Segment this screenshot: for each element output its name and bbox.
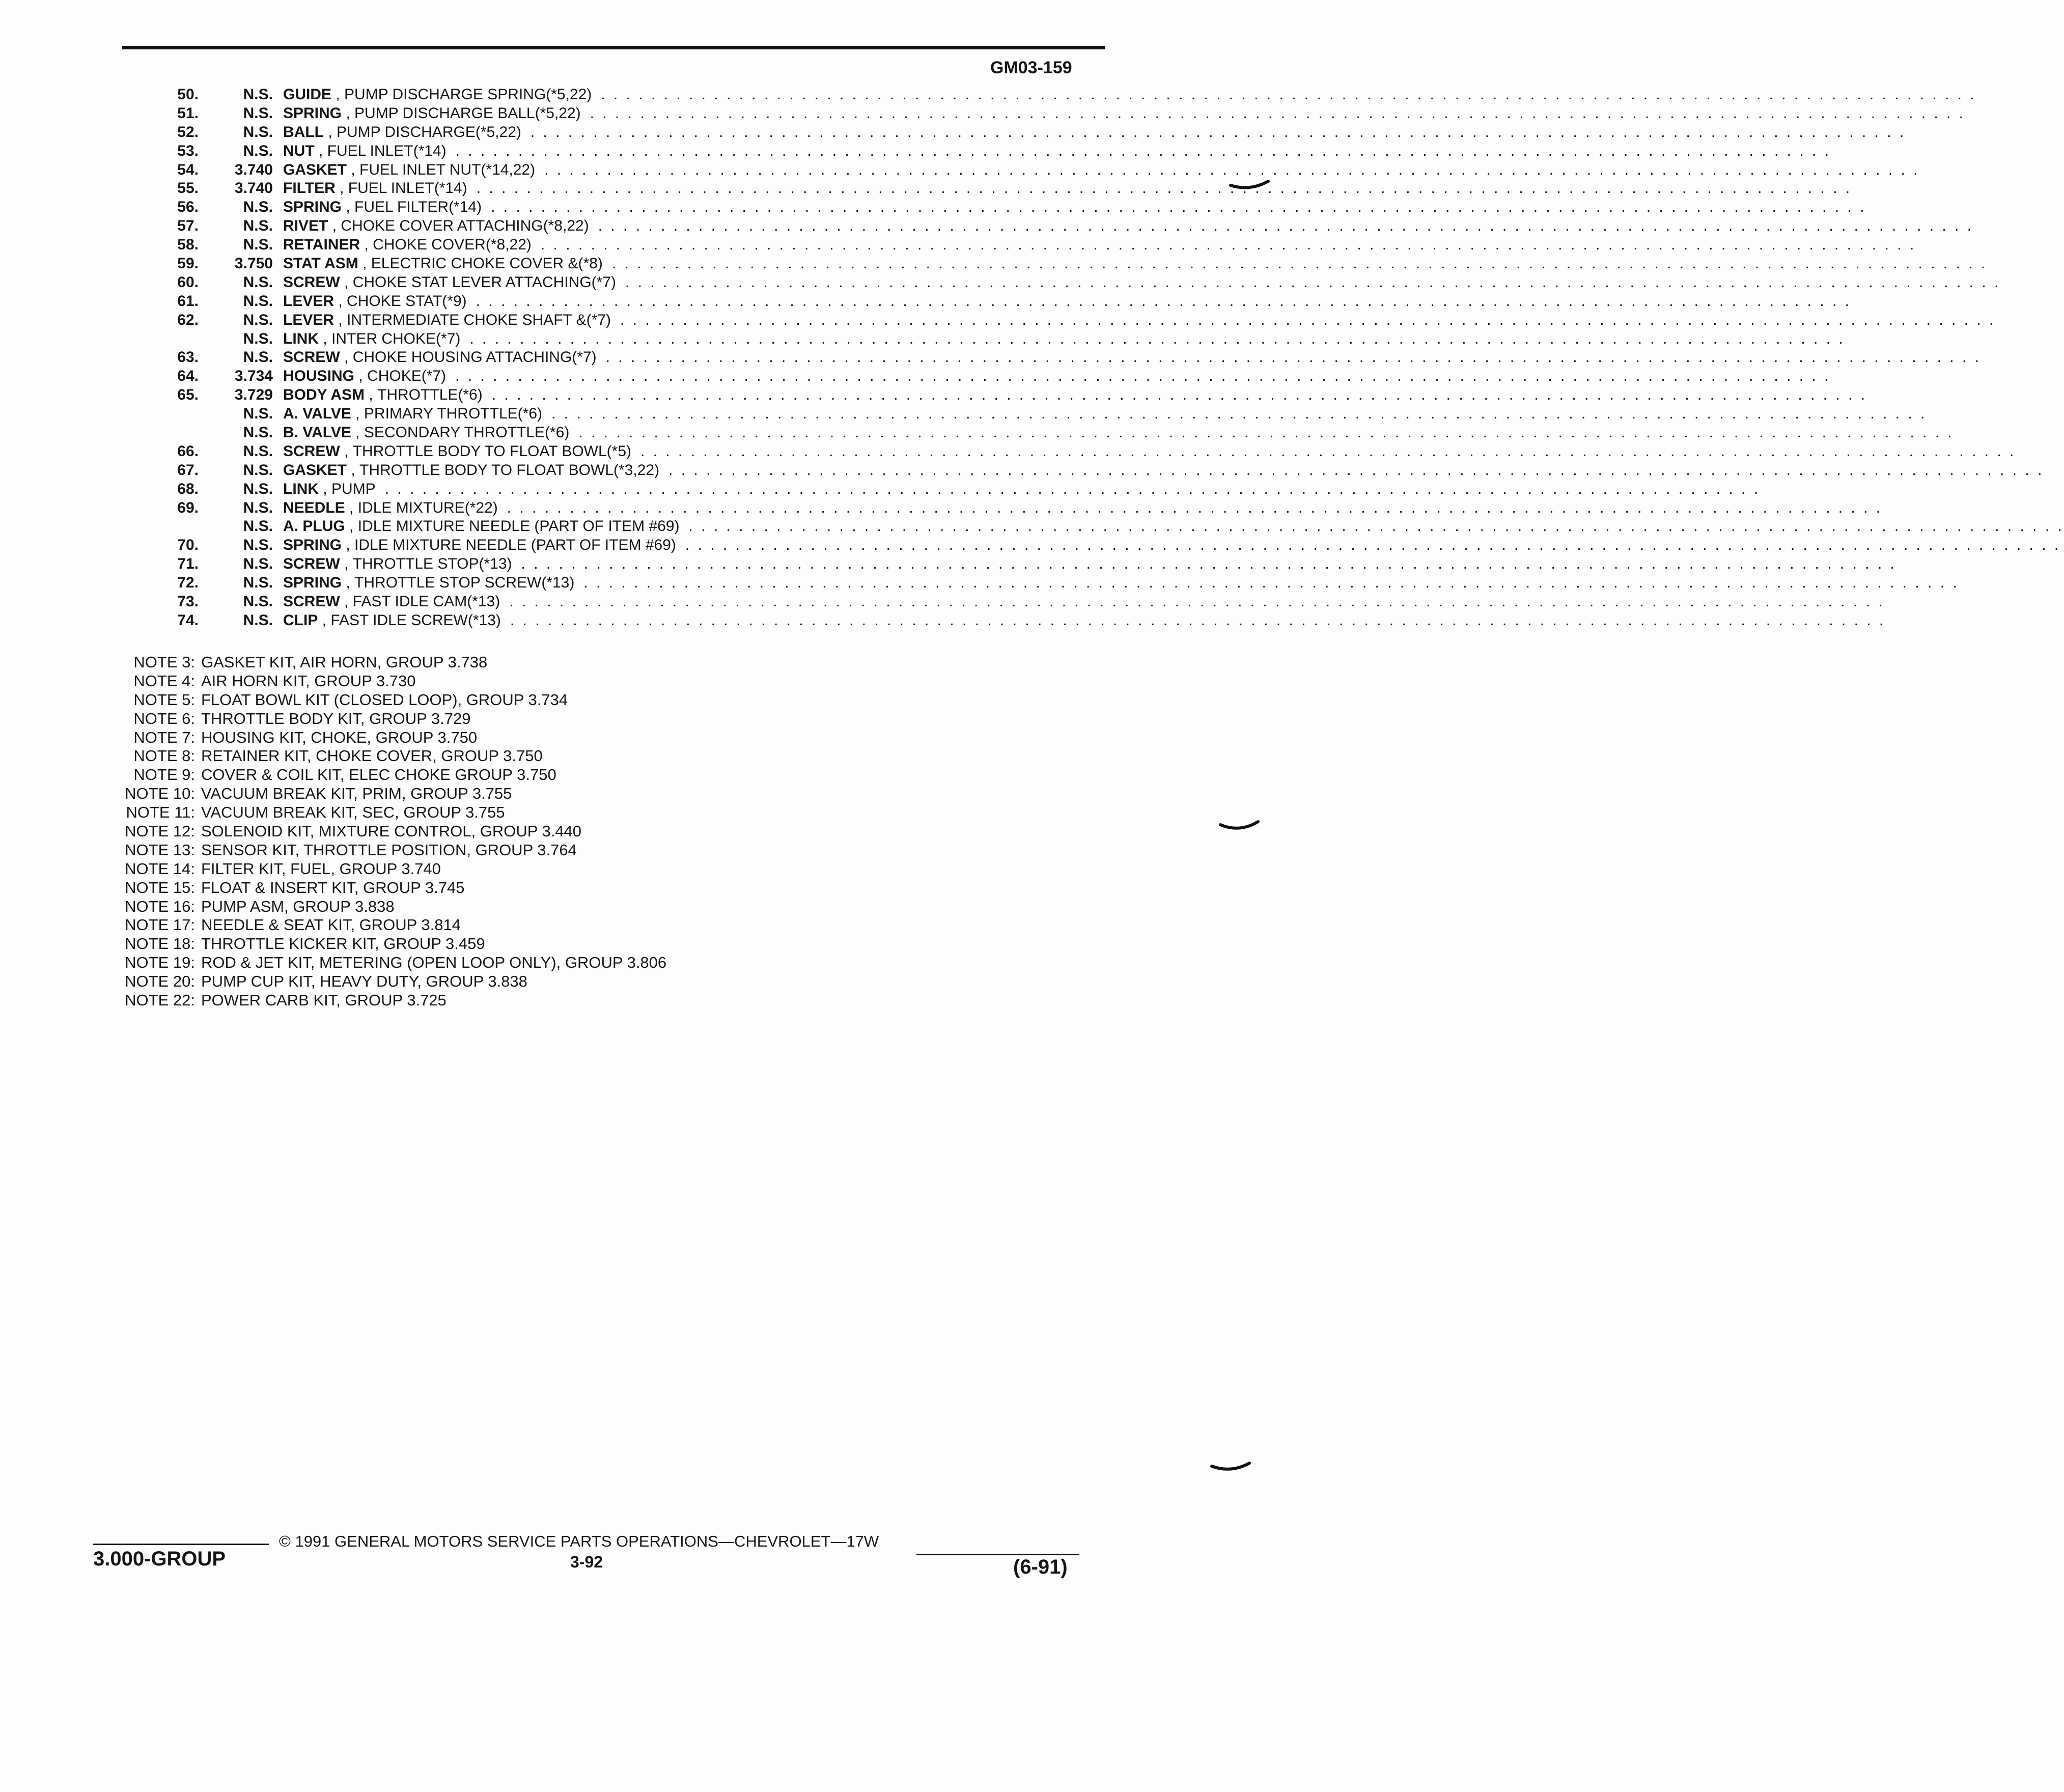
part-name: NEEDLE [283, 499, 345, 516]
note-label: NOTE 17: [125, 916, 195, 934]
part-description [283, 86, 1976, 104]
part-description [283, 574, 1959, 593]
part-separator: , [347, 161, 360, 178]
part-number: 74. [177, 611, 199, 629]
dot-leader: . . . . . . . . . . . . . . . . . . . . . . . . . . . . . . . . . . . . . . . . . . . . . . . . . . . . . . . . . . . . . . . . . . . . . . . . . . . . . . . . . . . . . . . . . . . . . . . . . . . . . . . . . . . . . . [469, 330, 1845, 347]
note-row [101, 785, 666, 803]
part-number: 53. [177, 142, 199, 159]
part-detail: CHOKE STAT(*9) [347, 292, 467, 310]
part-separator: , [340, 349, 353, 366]
part-description [283, 198, 1866, 217]
part-number: 60. [177, 273, 199, 291]
part-number: 51. [177, 104, 199, 122]
part-group: N.S. [243, 537, 273, 554]
part-separator: , [334, 311, 347, 328]
note-label: NOTE 18: [125, 935, 195, 953]
part-row [0, 86, 1976, 104]
part-group: N.S. [243, 424, 273, 441]
part-number: 62. [177, 311, 199, 328]
note-text: GASKET KIT, AIR HORN, GROUP 3.738 [201, 653, 488, 671]
part-row [0, 424, 1954, 442]
part-group: N.S. [243, 330, 273, 347]
part-detail: CHOKE HOUSING ATTACHING(*7) [352, 349, 597, 366]
part-name: A. PLUG [283, 518, 345, 535]
part-separator: , [331, 86, 345, 103]
part-number: 56. [177, 199, 199, 216]
note-label: NOTE 6: [133, 709, 195, 727]
part-detail: SECONDARY THROTTLE(*6) [364, 424, 570, 441]
part-detail: IDLE MIXTURE NEEDLE (PART OF ITEM #69) [354, 537, 676, 554]
note-label: NOTE 5: [133, 690, 195, 709]
parts-list [0, 86, 2064, 630]
dot-leader: . . . . . . . . . . . . . . . . . . . . . . . . . . . . . . . . . . . . . . . . . . . . . . . . . . . . . . . . . . . . . . . . . . . . . . . . . . . . . . . . . . . . . . . . . . . . . . . . . . . . . . . . . . . . . . [507, 499, 1883, 516]
part-row [0, 555, 1896, 574]
note-label: NOTE 10: [125, 785, 195, 803]
part-name: SCREW [283, 593, 340, 610]
part-group: N.S. [243, 273, 273, 291]
part-name: SPRING [283, 537, 342, 554]
dot-leader: . . . . . . . . . . . . . . . . . . . . . . . . . . . . . . . . . . . . . . . . . . . . . . . . . . . . . . . . . . . . . . . . . . . . . . . . . . . . . . . . . . . . . . . . . . . . . . . . . . . . . . . . . . . . . . [620, 311, 1996, 328]
part-row [0, 255, 1988, 273]
part-group: N.S. [243, 461, 273, 479]
part-row [0, 611, 1886, 630]
part-row [0, 348, 1981, 367]
note-label: NOTE 13: [125, 841, 195, 859]
top-rule [122, 46, 1105, 49]
note-row [101, 860, 666, 879]
part-name: SPRING [283, 574, 342, 592]
part-row [0, 536, 2061, 555]
part-description [283, 499, 1883, 518]
part-name: CLIP [283, 611, 318, 629]
note-row [101, 710, 666, 729]
part-detail: FUEL INLET(*14) [327, 142, 447, 159]
part-detail: THROTTLE BODY TO FLOAT BOWL(*5) [352, 442, 632, 460]
part-group: N.S. [243, 611, 273, 629]
note-label: NOTE 19: [125, 954, 195, 972]
part-row [0, 161, 1920, 180]
part-number: 59. [177, 255, 199, 272]
note-text: FLOAT BOWL KIT (CLOSED LOOP), GROUP 3.734 [201, 690, 568, 709]
part-group: N.S. [243, 236, 273, 254]
dot-leader: . . . . . . . . . . . . . . . . . . . . . . . . . . . . . . . . . . . . . . . . . . . . . . . . . . . . . . . . . . . . . . . . . . . . . . . . . . . . . . . . . . . . . . . . . . . . . . . . . . . . . . . . . . . . . . [509, 593, 1885, 610]
part-description [283, 123, 1906, 142]
dot-leader: . . . . . . . . . . . . . . . . . . . . . . . . . . . . . . . . . . . . . . . . . . . . . . . . . . . . . . . . . . . . . . . . . . . . . . . . . . . . . . . . . . . . . . . . . . . . . . . . . . . . . . . . . . . . . . [668, 461, 2044, 479]
part-number: 54. [177, 161, 199, 178]
page-number: 3-92 [570, 1553, 603, 1571]
part-detail: INTERMEDIATE CHOKE SHAFT &(*7) [347, 311, 611, 328]
part-separator: , [340, 593, 353, 610]
binding-mark-icon [1230, 179, 1270, 194]
part-number: 71. [177, 555, 199, 573]
dot-leader: . . . . . . . . . . . . . . . . . . . . . . . . . . . . . . . . . . . . . . . . . . . . . . . . . . . . . . . . . . . . . . . . . . . . . . . . . . . . . . . . . . . . . . . . . . . . . . . . . . . . . . . . . . . . . . [583, 574, 1959, 592]
part-description [283, 386, 1867, 405]
part-description [283, 555, 1896, 574]
note-label: NOTE 7: [133, 728, 195, 746]
note-label: NOTE 12: [125, 822, 195, 841]
part-separator: , [335, 180, 348, 197]
part-separator: , [360, 236, 373, 254]
part-number: 63. [177, 349, 199, 366]
part-separator: , [328, 217, 341, 235]
note-text: RETAINER KIT, CHOKE COVER, GROUP 3.750 [201, 747, 543, 765]
part-number: 68. [177, 480, 199, 497]
part-number: 61. [177, 292, 199, 310]
part-row [0, 236, 1916, 255]
part-number: 73. [177, 593, 199, 610]
note-label: NOTE 4: [133, 671, 195, 690]
part-separator: , [342, 537, 355, 554]
note-label: NOTE 11: [126, 803, 195, 822]
footer-group: 3.000-GROUP [93, 1548, 226, 1570]
footer-rule-left [93, 1544, 269, 1545]
part-description [283, 161, 1920, 180]
part-description [283, 424, 1954, 442]
part-group: N.S. [243, 292, 273, 310]
part-row [0, 442, 2016, 461]
note-row [101, 766, 666, 785]
part-group: 3.729 [234, 386, 273, 404]
note-row [101, 879, 666, 898]
part-group: 3.750 [234, 255, 273, 272]
part-group: 3.740 [234, 161, 273, 178]
note-label: NOTE 22: [125, 991, 195, 1010]
revision-date: (6-91) [1013, 1556, 1068, 1578]
dot-leader: . . . . . . . . . . . . . . . . . . . . . . . . . . . . . . . . . . . . . . . . . . . . . . . . . . . . . . . . . . . . . . . . . . . . . . . . . . . . . . . . . . . . . . . . . . . . . . . . . . . . . . . . . . . . . . [510, 611, 1886, 629]
part-separator: , [342, 574, 355, 592]
note-text: NEEDLE & SEAT KIT, GROUP 3.814 [201, 916, 461, 934]
part-number: 52. [177, 123, 199, 141]
part-number: 66. [177, 442, 199, 460]
part-number: 58. [177, 236, 199, 254]
note-label: NOTE 16: [125, 897, 195, 915]
dot-leader: . . . . . . . . . . . . . . . . . . . . . . . . . . . . . . . . . . . . . . . . . . . . . . . . . . . . . . . . . . . . . . . . . . . . . . . . . . . . . . . . . . . . . . . . . . . . . . . . . . . . . . . . . . . . . . [455, 142, 1831, 159]
notes-list [101, 653, 666, 1010]
part-detail: CHOKE(*7) [367, 368, 447, 385]
part-row [0, 593, 1885, 611]
note-text: FLOAT & INSERT KIT, GROUP 3.745 [201, 878, 465, 897]
part-row [0, 217, 1974, 236]
part-name: B. VALVE [283, 424, 351, 441]
note-text: HOUSING KIT, CHOKE, GROUP 3.750 [201, 728, 478, 746]
part-name: SCREW [283, 273, 340, 291]
part-name: SCREW [283, 442, 340, 460]
part-name: STAT ASM [283, 255, 358, 272]
note-label: NOTE 15: [125, 878, 195, 897]
note-text: COVER & COIL KIT, ELEC CHOKE GROUP 3.750 [201, 766, 556, 784]
part-name: LEVER [283, 311, 334, 328]
part-detail: IDLE MIXTURE(*22) [357, 499, 498, 516]
note-text: THROTTLE KICKER KIT, GROUP 3.459 [201, 935, 485, 953]
part-description [283, 104, 1966, 123]
dot-leader: . . . . . . . . . . . . . . . . . . . . . . . . . . . . . . . . . . . . . . . . . . . . . . . . . . . . . . . . . . . . . . . . . . . . . . . . . . . . . . . . . . . . . . . . . . . . . . . . . . . . . . . . . . . . . . [578, 424, 1954, 441]
part-number: 55. [177, 180, 199, 197]
note-text: ROD & JET KIT, METERING (OPEN LOOP ONLY), GROUP 3.806 [201, 954, 667, 972]
part-description [283, 442, 2016, 461]
part-row [0, 123, 1906, 142]
part-name: SCREW [283, 555, 340, 573]
part-row [0, 517, 2064, 536]
part-detail: THROTTLE STOP(*13) [352, 555, 512, 573]
note-text: PUMP ASM, GROUP 3.838 [201, 897, 395, 915]
part-group: N.S. [243, 199, 273, 216]
part-name: NUT [283, 142, 315, 159]
part-name: HOUSING [283, 368, 355, 385]
part-detail: FAST IDLE CAM(*13) [352, 593, 500, 610]
dot-leader: . . . . . . . . . . . . . . . . . . . . . . . . . . . . . . . . . . . . . . . . . . . . . . . . . . . . . . . . . . . . . . . . . . . . . . . . . . . . . . . . . . . . . . . . . . . . . . . . . . . . . . . . . . . . . . [601, 86, 1976, 103]
part-row [0, 273, 2001, 292]
part-separator: , [365, 386, 378, 404]
part-detail: IDLE MIXTURE NEEDLE (PART OF ITEM #69) [357, 518, 680, 535]
part-separator: , [342, 199, 355, 216]
note-row [101, 916, 666, 935]
part-row [0, 142, 1831, 161]
note-text: SOLENOID KIT, MIXTURE CONTROL, GROUP 3.440 [201, 822, 582, 841]
note-row [101, 653, 666, 672]
note-label: NOTE 9: [133, 766, 195, 784]
part-name: LINK [283, 480, 319, 497]
dot-leader: . . . . . . . . . . . . . . . . . . . . . . . . . . . . . . . . . . . . . . . . . . . . . . . . . . . . . . . . . . . . . . . . . . . . . . . . . . . . . . . . . . . . . . . . . . . . . . . . . . . . . . . . . . . . . . [598, 217, 1974, 235]
note-text: THROTTLE BODY KIT, GROUP 3.729 [201, 709, 471, 727]
part-group: N.S. [243, 349, 273, 366]
dot-leader: . . . . . . . . . . . . . . . . . . . . . . . . . . . . . . . . . . . . . . . . . . . . . . . . . . . . . . . . . . . . . . . . . . . . . . . . . . . . . . . . . . . . . . . . . . . . . . . . . . . . . . . . . . . . . . [625, 273, 2001, 291]
part-row [0, 104, 1966, 123]
part-detail: FUEL INLET(*14) [348, 180, 467, 197]
part-row [0, 330, 1845, 349]
part-number: 70. [177, 537, 199, 554]
part-detail: ELECTRIC CHOKE COVER &(*8) [371, 255, 603, 272]
note-row [101, 841, 666, 860]
part-detail: CHOKE COVER(*8,22) [373, 236, 532, 254]
part-number: 50. [177, 86, 199, 103]
dot-leader: . . . . . . . . . . . . . . . . . . . . . . . . . . . . . . . . . . . . . . . . . . . . . . . . . . . . . . . . . . . . . . . . . . . . . . . . . . . . . . . . . . . . . . . . . . . . . . . . . . . . . . . . . . . . . . [688, 518, 2064, 535]
note-label: NOTE 20: [125, 972, 195, 991]
part-name: LINK [283, 330, 319, 347]
part-group: N.S. [243, 142, 273, 159]
part-separator: , [334, 292, 347, 310]
part-row [0, 292, 1851, 311]
note-row [101, 672, 666, 691]
part-description [283, 405, 1927, 424]
part-description [283, 311, 1996, 330]
note-row [101, 954, 666, 972]
part-detail: THROTTLE(*6) [377, 386, 483, 404]
note-row [101, 691, 666, 710]
part-separator: , [323, 123, 337, 141]
footer-copyright: © 1991 GENERAL MOTORS SERVICE PARTS OPERATIONS—CHEVROLET—17W [279, 1532, 879, 1550]
note-text: VACUUM BREAK KIT, SEC, GROUP 3.755 [201, 803, 505, 822]
dot-leader: . . . . . . . . . . . . . . . . . . . . . . . . . . . . . . . . . . . . . . . . . . . . . . . . . . . . . . . . . . . . . . . . . . . . . . . . . . . . . . . . . . . . . . . . . . . . . . . . . . . . . . . . . . . . . . [551, 405, 1927, 423]
part-detail: THROTTLE STOP SCREW(*13) [354, 574, 575, 592]
note-row [101, 898, 666, 916]
part-separator: , [314, 142, 327, 159]
part-description [283, 517, 2064, 536]
note-text: POWER CARB KIT, GROUP 3.725 [201, 991, 447, 1010]
note-row [101, 747, 666, 766]
part-number: 65. [177, 386, 199, 404]
part-description [283, 255, 1988, 273]
part-description [283, 367, 1831, 386]
dot-leader: . . . . . . . . . . . . . . . . . . . . . . . . . . . . . . . . . . . . . . . . . . . . . . . . . . . . . . . . . . . . . . . . . . . . . . . . . . . . . . . . . . . . . . . . . . . . . . . . . . . . . . . . . . . . . . [476, 292, 1851, 310]
part-separator: , [319, 330, 332, 347]
dot-leader: . . . . . . . . . . . . . . . . . . . . . . . . . . . . . . . . . . . . . . . . . . . . . . . . . . . . . . . . . . . . . . . . . . . . . . . . . . . . . . . . . . . . . . . . . . . . . . . . . . . . . . . . . . . . . . [476, 180, 1852, 197]
part-description [283, 536, 2061, 555]
part-name: SCREW [283, 349, 340, 366]
note-row [101, 991, 666, 1010]
part-group: N.S. [243, 480, 273, 497]
binding-mark-icon [1219, 820, 1260, 835]
part-group: 3.734 [234, 368, 273, 385]
part-detail: PUMP DISCHARGE SPRING(*5,22) [344, 86, 592, 103]
part-name: BODY ASM [283, 386, 365, 404]
part-name: LEVER [283, 292, 334, 310]
part-separator: , [345, 499, 358, 516]
part-detail: PUMP [331, 480, 376, 497]
part-description [283, 217, 1974, 236]
note-label: NOTE 3: [133, 653, 195, 671]
part-name: GASKET [283, 461, 347, 479]
dot-leader: . . . . . . . . . . . . . . . . . . . . . . . . . . . . . . . . . . . . . . . . . . . . . . . . . . . . . . . . . . . . . . . . . . . . . . . . . . . . . . . . . . . . . . . . . . . . . . . . . . . . . . . . . . . . . . [384, 480, 1761, 497]
part-group: N.S. [243, 593, 273, 610]
note-row [101, 822, 666, 841]
part-name: FILTER [283, 180, 336, 197]
part-detail: FAST IDLE SCREW(*13) [330, 611, 501, 629]
part-detail: CHOKE COVER ATTACHING(*8,22) [341, 217, 589, 235]
part-separator: , [347, 461, 360, 479]
note-text: FILTER KIT, FUEL, GROUP 3.740 [201, 859, 441, 878]
part-group: N.S. [243, 555, 273, 573]
dot-leader: . . . . . . . . . . . . . . . . . . . . . . . . . . . . . . . . . . . . . . . . . . . . . . . . . . . . . . . . . . . . . . . . . . . . . . . . . . . . . . . . . . . . . . . . . . . . . . . . . . . . . . . . . . . . . . [455, 368, 1831, 385]
part-description [283, 273, 2001, 292]
dot-leader: . . . . . . . . . . . . . . . . . . . . . . . . . . . . . . . . . . . . . . . . . . . . . . . . . . . . . . . . . . . . . . . . . . . . . . . . . . . . . . . . . . . . . . . . . . . . . . . . . . . . . . . . . . . . . . [491, 199, 1866, 216]
part-group: 3.740 [234, 180, 273, 197]
part-number: 57. [177, 217, 199, 235]
part-description [283, 611, 1886, 630]
page-code: GM03-159 [990, 58, 1072, 77]
part-name: SPRING [283, 199, 342, 216]
part-description [283, 593, 1885, 611]
part-name: RIVET [283, 217, 328, 235]
part-separator: , [340, 442, 353, 460]
part-group: N.S. [243, 123, 273, 141]
part-row [0, 461, 2044, 480]
part-description [283, 348, 1981, 367]
part-description [283, 330, 1845, 349]
note-text: PUMP CUP KIT, HEAVY DUTY, GROUP 3.838 [201, 972, 527, 991]
part-detail: THROTTLE BODY TO FLOAT BOWL(*3,22) [359, 461, 660, 479]
part-group: N.S. [243, 405, 273, 423]
part-row [0, 311, 1996, 330]
part-group: N.S. [243, 442, 273, 460]
dot-leader: . . . . . . . . . . . . . . . . . . . . . . . . . . . . . . . . . . . . . . . . . . . . . . . . . . . . . . . . . . . . . . . . . . . . . . . . . . . . . . . . . . . . . . . . . . . . . . . . . . . . . . . . . . . . . . [590, 104, 1966, 122]
part-row [0, 574, 1959, 593]
part-separator: , [318, 611, 331, 629]
part-separator: , [351, 405, 364, 423]
part-number: 67. [177, 461, 199, 479]
note-label: NOTE 14: [125, 859, 195, 878]
part-detail: PRIMARY THROTTLE(*6) [364, 405, 542, 423]
part-detail: PUMP DISCHARGE(*5,22) [337, 123, 521, 141]
part-detail: FUEL FILTER(*14) [354, 199, 482, 216]
note-row [101, 935, 666, 954]
part-name: GASKET [283, 161, 347, 178]
note-text: SENSOR KIT, THROTTLE POSITION, GROUP 3.764 [201, 841, 577, 859]
dot-leader: . . . . . . . . . . . . . . . . . . . . . . . . . . . . . . . . . . . . . . . . . . . . . . . . . . . . . . . . . . . . . . . . . . . . . . . . . . . . . . . . . . . . . . . . . . . . . . . . . . . . . . . . . . . . . . [605, 349, 1981, 366]
part-row [0, 480, 1761, 499]
part-number: 64. [177, 368, 199, 385]
part-detail: CHOKE STAT LEVER ATTACHING(*7) [352, 273, 616, 291]
part-name: SPRING [283, 104, 342, 122]
note-label: NOTE 8: [133, 747, 195, 765]
part-group: N.S. [243, 311, 273, 328]
part-group: N.S. [243, 499, 273, 516]
dot-leader: . . . . . . . . . . . . . . . . . . . . . . . . . . . . . . . . . . . . . . . . . . . . . . . . . . . . . . . . . . . . . . . . . . . . . . . . . . . . . . . . . . . . . . . . . . . . . . . . . . . . . . . . . . . . . . [611, 255, 1988, 272]
note-row [101, 803, 666, 822]
dot-leader: . . . . . . . . . . . . . . . . . . . . . . . . . . . . . . . . . . . . . . . . . . . . . . . . . . . . . . . . . . . . . . . . . . . . . . . . . . . . . . . . . . . . . . . . . . . . . . . . . . . . . . . . . . . . . . [685, 537, 2061, 554]
part-description [283, 142, 1831, 161]
part-group: N.S. [243, 574, 273, 592]
part-detail: FUEL INLET NUT(*14,22) [359, 161, 536, 178]
part-separator: , [340, 273, 353, 291]
part-number: 72. [177, 574, 199, 592]
part-separator: , [342, 104, 355, 122]
part-separator: , [351, 424, 364, 441]
note-row [101, 972, 666, 991]
dot-leader: . . . . . . . . . . . . . . . . . . . . . . . . . . . . . . . . . . . . . . . . . . . . . . . . . . . . . . . . . . . . . . . . . . . . . . . . . . . . . . . . . . . . . . . . . . . . . . . . . . . . . . . . . . . . . . [491, 386, 1867, 404]
part-name: BALL [283, 123, 324, 141]
part-row [0, 499, 1883, 518]
part-description [283, 236, 1916, 255]
part-description [283, 461, 2044, 480]
part-name: A. VALVE [283, 405, 351, 423]
dot-leader: . . . . . . . . . . . . . . . . . . . . . . . . . . . . . . . . . . . . . . . . . . . . . . . . . . . . . . . . . . . . . . . . . . . . . . . . . . . . . . . . . . . . . . . . . . . . . . . . . . . . . . . . . . . . . . [640, 442, 2016, 460]
part-row [0, 405, 1927, 424]
part-detail: PUMP DISCHARGE BALL(*5,22) [354, 104, 581, 122]
note-row [101, 729, 666, 747]
part-row [0, 367, 1831, 386]
part-group: N.S. [243, 86, 273, 103]
part-separator: , [354, 368, 368, 385]
dot-leader: . . . . . . . . . . . . . . . . . . . . . . . . . . . . . . . . . . . . . . . . . . . . . . . . . . . . . . . . . . . . . . . . . . . . . . . . . . . . . . . . . . . . . . . . . . . . . . . . . . . . . . . . . . . . . . [544, 161, 1920, 178]
part-group: N.S. [243, 104, 273, 122]
part-row [0, 198, 1866, 217]
binding-mark-icon [1211, 1461, 1251, 1476]
part-group: N.S. [243, 217, 273, 235]
part-description [283, 179, 1852, 198]
part-separator: , [345, 518, 358, 535]
part-name: RETAINER [283, 236, 360, 254]
part-group: N.S. [243, 518, 273, 535]
part-detail: INTER CHOKE(*7) [331, 330, 461, 347]
part-separator: , [358, 255, 371, 272]
part-separator: , [340, 555, 353, 573]
part-row [0, 386, 1867, 405]
part-name: GUIDE [283, 86, 332, 103]
note-text: AIR HORN KIT, GROUP 3.730 [201, 671, 416, 690]
dot-leader: . . . . . . . . . . . . . . . . . . . . . . . . . . . . . . . . . . . . . . . . . . . . . . . . . . . . . . . . . . . . . . . . . . . . . . . . . . . . . . . . . . . . . . . . . . . . . . . . . . . . . . . . . . . . . . [521, 555, 1896, 573]
part-row [0, 179, 1852, 198]
dot-leader: . . . . . . . . . . . . . . . . . . . . . . . . . . . . . . . . . . . . . . . . . . . . . . . . . . . . . . . . . . . . . . . . . . . . . . . . . . . . . . . . . . . . . . . . . . . . . . . . . . . . . . . . . . . . . . [530, 123, 1906, 141]
dot-leader: . . . . . . . . . . . . . . . . . . . . . . . . . . . . . . . . . . . . . . . . . . . . . . . . . . . . . . . . . . . . . . . . . . . . . . . . . . . . . . . . . . . . . . . . . . . . . . . . . . . . . . . . . . . . . . [540, 236, 1916, 254]
part-separator: , [319, 480, 332, 497]
part-description [283, 480, 1761, 499]
footer-rule-right [916, 1554, 1079, 1555]
part-number: 69. [177, 499, 199, 516]
note-text: VACUUM BREAK KIT, PRIM, GROUP 3.755 [201, 785, 512, 803]
part-description [283, 292, 1851, 311]
